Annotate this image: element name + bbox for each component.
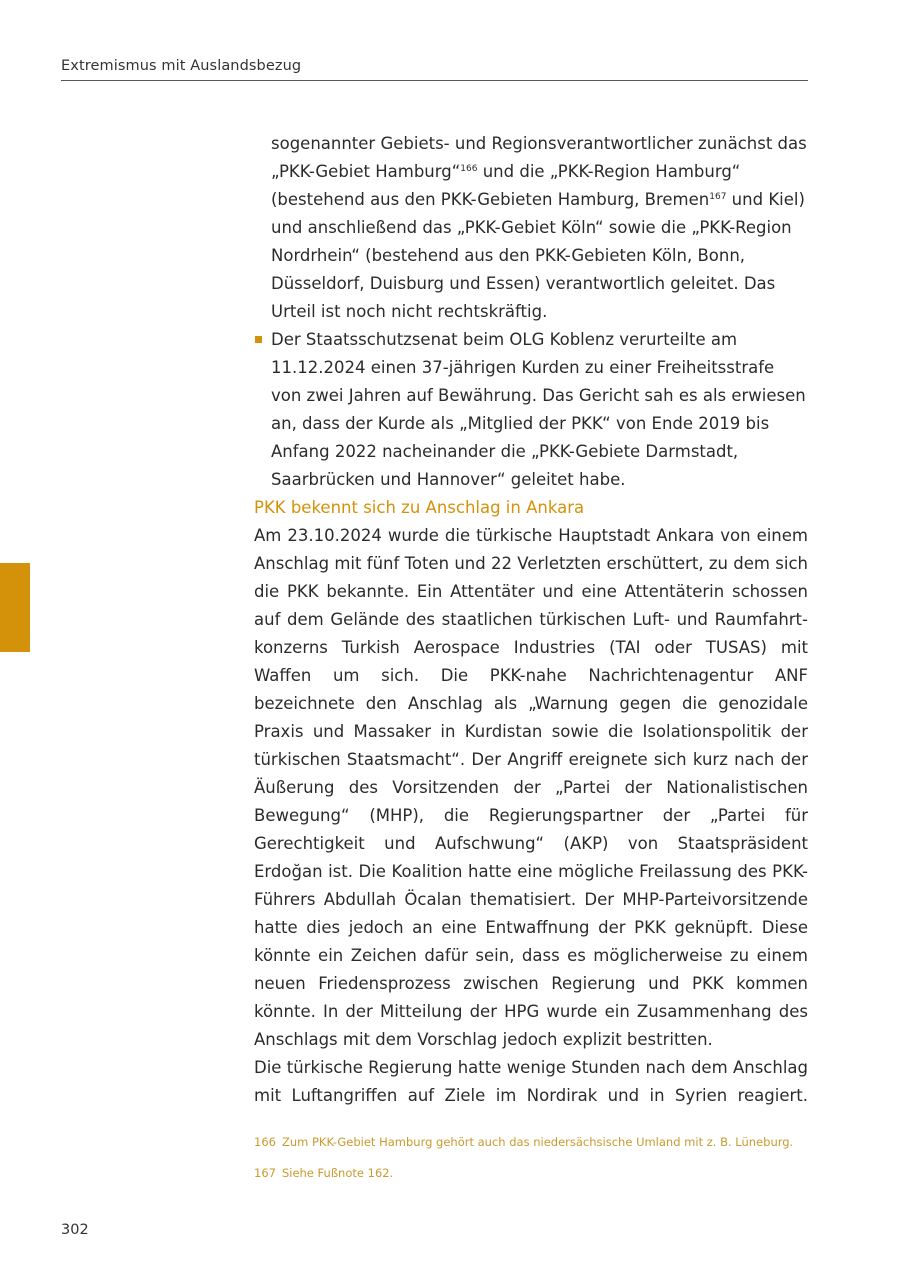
- footnote-number: 166: [254, 1135, 276, 1149]
- footnote-ref-167[interactable]: 167: [709, 192, 727, 202]
- footnote-167: [254, 1164, 814, 1182]
- bullet-list-item: [254, 326, 808, 494]
- body-paragraph-2: Die türkische Regierung hatte wenige Stunden nach dem Anschlag mit Luftangriffen auf Ziele im Nordirak und in Syrien reagiert.: [254, 1058, 808, 1105]
- continued-text-part-1: sogenannter Gebiets- und Regionsverantwortlicher zunächst das „PKK-Gebiet Hamburg“: [271, 134, 807, 181]
- chapter-side-tab: [0, 563, 30, 652]
- footnote-166: [254, 1133, 814, 1151]
- continued-list-item: [254, 130, 808, 326]
- running-head-title: Extremismus mit Auslandsbezug: [61, 58, 302, 74]
- section-heading: PKK bekennt sich zu Anschlag in Ankara: [254, 498, 585, 517]
- footnote-number: 167: [254, 1166, 276, 1180]
- page-number: 302: [61, 1222, 89, 1238]
- footnotes: [254, 1133, 814, 1195]
- footnote-text: Zum PKK-Gebiet Hamburg gehört auch das niedersächsische Umland mit z. B. Lüneburg.: [281, 1135, 794, 1149]
- continued-text-part-2: und die „PKK-Region Hamburg“ (bestehend aus den PKK-Gebieten Hamburg, Bremen: [271, 162, 741, 209]
- body-paragraph-1: Am 23.10.2024 wurde die türkische Hauptstadt Ankara von einem Anschlag mit fünf Toten und 22 Verletzten erschüttert, zu dem sich die PKK bekannte. Ein Attentäter und eine Attentäterin schossen auf dem Gelände des staatlichen türkischen Luft- und Raumfahrtkonzerns Turkish Aerospace Industries (TAI oder TUSAS) mit Waffen um sich. Die PKK-nahe Nachrichtenagentur ANF bezeichnete den Anschlag als „Warnung gegen die genozidale Praxis und Massaker in Kurdistan sowie die Isolationspolitik der türkischen Staatsmacht“. Der Angriff ereignete sich kurz nach der Äußerung des Vorsitzenden der „Partei der Nationalistischen Bewegung“ (MHP), die Regierungspartner der „Partei für Gerechtigkeit und Aufschwung“ (AKP) von Staatspräsident Erdoğan ist. Die Koalition hatte eine mögliche Freilassung des PKK-Führers Abdullah Öcalan thematisiert. Der MHP-Parteivorsitzende hatte dies jedoch an eine Entwaffnung der PKK geknüpft. Diese könnte ein Zeichen dafür sein, dass es möglicherweise zu einem neuen Friedensprozess zwischen Regierung und PKK kommen könnte. In der Mitteilung der HPG wurde ein Zusammenhang des Anschlags mit dem Vorschlag jedoch explizit bestritten.: [254, 526, 808, 1049]
- footnote-text: Siehe Fußnote 162.: [281, 1166, 394, 1180]
- main-content: [254, 130, 808, 1110]
- bullet-square-icon: [255, 336, 262, 343]
- header-rule: [61, 80, 808, 81]
- bullet-text: Der Staatsschutzsenat beim OLG Koblenz verurteilte am 11.12.2024 einen 37-jährigen Kurden zu einer Freiheitsstrafe von zwei Jahren auf Bewährung. Das Gericht sah es als erwiesen an, dass der Kurde als „Mitglied der PKK“ von Ende 2019 bis Anfang 2022 nacheinander die „PKK-Gebiete Darmstadt, Saarbrücken und Hannover“ geleitet habe.: [271, 330, 806, 489]
- continued-text-part-3: und Kiel) und anschließend das „PKK-Gebiet Köln“ sowie die „PKK-Region Nordrhein“ (bestehend aus den PKK-Gebieten Köln, Bonn, Düsseldorf, Duisburg und Essen) verantwortlich geleitet. Das Urteil ist noch nicht rechtskräftig.: [271, 190, 805, 321]
- footnote-ref-166[interactable]: 166: [460, 164, 478, 174]
